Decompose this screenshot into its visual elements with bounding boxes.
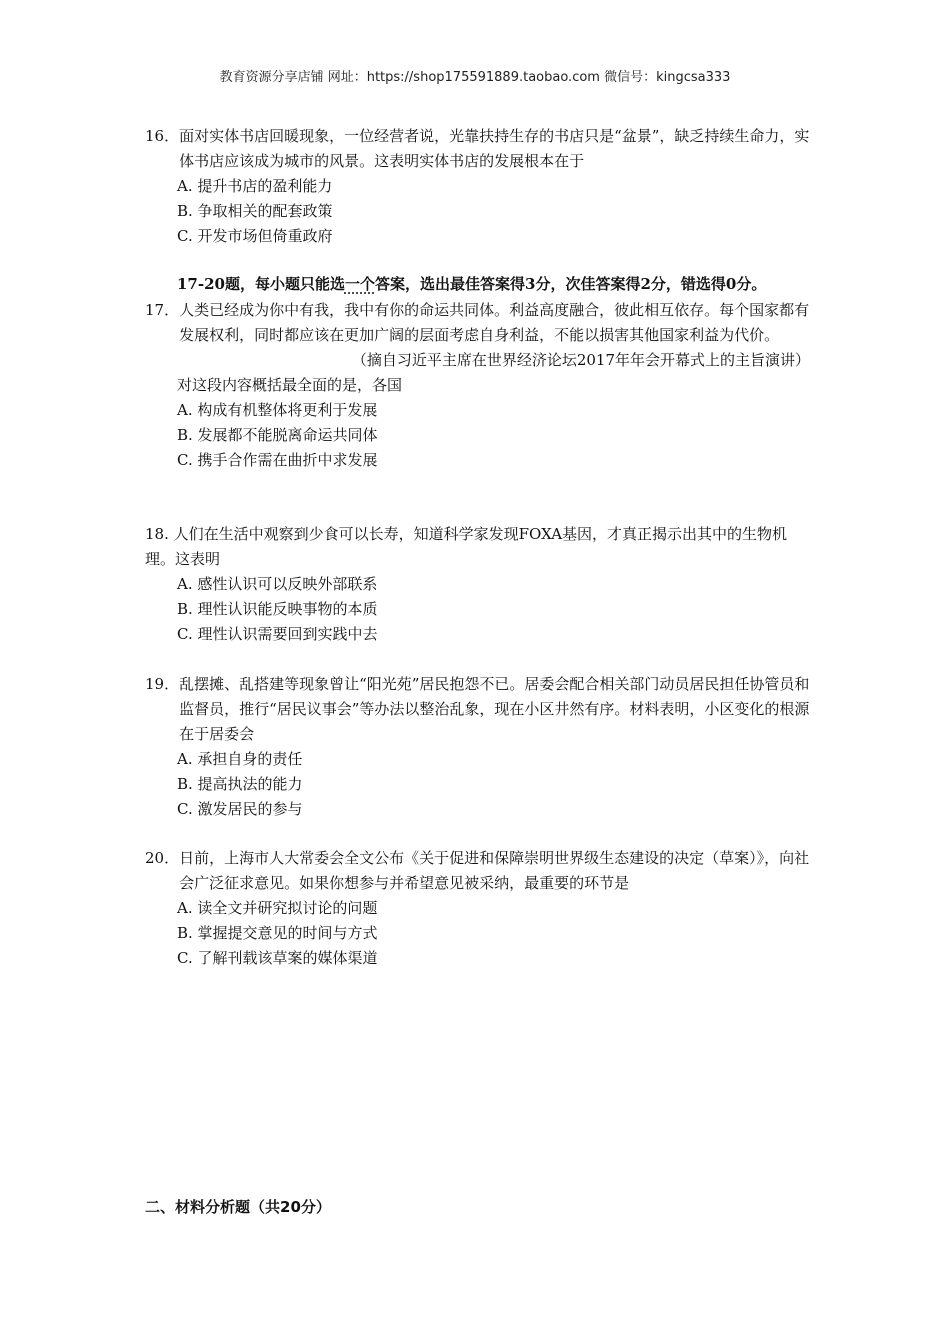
question-19-stem: 乱摆摊、乱搭建等现象曾让“阳光苑”居民抱怨不已。居委会配合相关部门动员居民担任协管员和监督员，推行“居民议事会”等办法以整治乱象，现在小区井然有序。材料表明，小区变化的根源在于居委会: [179, 675, 810, 743]
instruction-part-3: 答案，选出最佳答案得3分，次佳答案得2分，错选得0分。: [375, 275, 767, 293]
question-16-stem-row: [145, 124, 810, 174]
question-17-source: （摘自习近平主席在世界经济论坛2017年年会开幕式上的主旨演讲）: [351, 351, 810, 369]
question-16: [145, 124, 810, 249]
question-19-option-a: A. 承担自身的责任: [177, 750, 303, 768]
question-16-number: 16．: [145, 127, 180, 145]
instruction-part-1: 17-20题，每小题只能选: [177, 275, 345, 293]
question-17-stem-row: [145, 298, 810, 348]
question-20-option-a: A. 读全文并研究拟讨论的问题: [177, 899, 378, 917]
question-17-stem: 人类已经成为你中有我，我中有你的命运共同体。利益高度融合，彼此相互依存。每个国家都有发展权利，同时都应该在更加广阔的层面考虑自身利益，不能以损害其他国家利益为代价。: [179, 301, 810, 344]
question-18: [145, 522, 810, 647]
instruction-part-2-emphasis: 一个: [344, 275, 375, 293]
question-20-option-b: B. 掌握提交意见的时间与方式: [177, 924, 378, 942]
question-20-number: 20．: [145, 849, 180, 867]
question-19-stem-row: [145, 672, 810, 747]
question-19: [145, 672, 810, 822]
question-17-option-c: C. 携手合作需在曲折中求发展: [177, 451, 378, 469]
question-20-option-c: C. 了解刊载该草案的媒体渠道: [177, 949, 378, 967]
question-19-option-b: B. 提高执法的能力: [177, 775, 303, 793]
page-header: 教育资源分享店铺 网址：https://shop175591889.taobao.com 微信号：kingcsa333: [219, 70, 731, 85]
question-17: [145, 298, 810, 473]
question-18-option-c: C. 理性认识需要回到实践中去: [177, 625, 378, 643]
question-19-number: 19．: [145, 675, 180, 693]
question-17-number: 17．: [145, 301, 180, 319]
question-16-option-b: B. 争取相关的配套政策: [177, 202, 333, 220]
question-20-stem: 日前，上海市人大常委会全文公布《关于促进和保障崇明世界级生态建设的决定（草案）》，向社会广泛征求意见。如果你想参与并希望意见被采纳，最重要的环节是: [179, 849, 810, 892]
question-18-option-b: B. 理性认识能反映事物的本质: [177, 600, 378, 618]
question-16-stem: 面对实体书店回暖现象，一位经营者说，光靠扶持生存的书店只是“盆景”，缺乏持续生命力，实体书店应该成为城市的风景。这表明实体书店的发展根本在于: [179, 127, 810, 170]
question-16-option-c: C. 开发市场但倚重政府: [177, 227, 333, 245]
question-18-option-a: A. 感性认识可以反映外部联系: [177, 575, 378, 593]
section-2-heading: 二、材料分析题（共20分）: [145, 1198, 331, 1216]
question-17-option-a: A. 构成有机整体将更利于发展: [177, 401, 378, 419]
question-20: [145, 846, 810, 971]
question-17-prompt: 对这段内容概括最全面的是，各国: [177, 376, 403, 394]
instruction-17-20: [177, 272, 817, 297]
question-19-option-c: C. 激发居民的参与: [177, 800, 303, 818]
question-16-option-a: A. 提升书店的盈利能力: [177, 177, 333, 195]
question-18-stem: 18. 人们在生活中观察到少食可以长寿，知道科学家发现FOXA基因，才真正揭示出其中的生物机理。这表明: [145, 525, 788, 568]
question-20-stem-row: [145, 846, 810, 896]
question-17-option-b: B. 发展都不能脱离命运共同体: [177, 426, 378, 444]
